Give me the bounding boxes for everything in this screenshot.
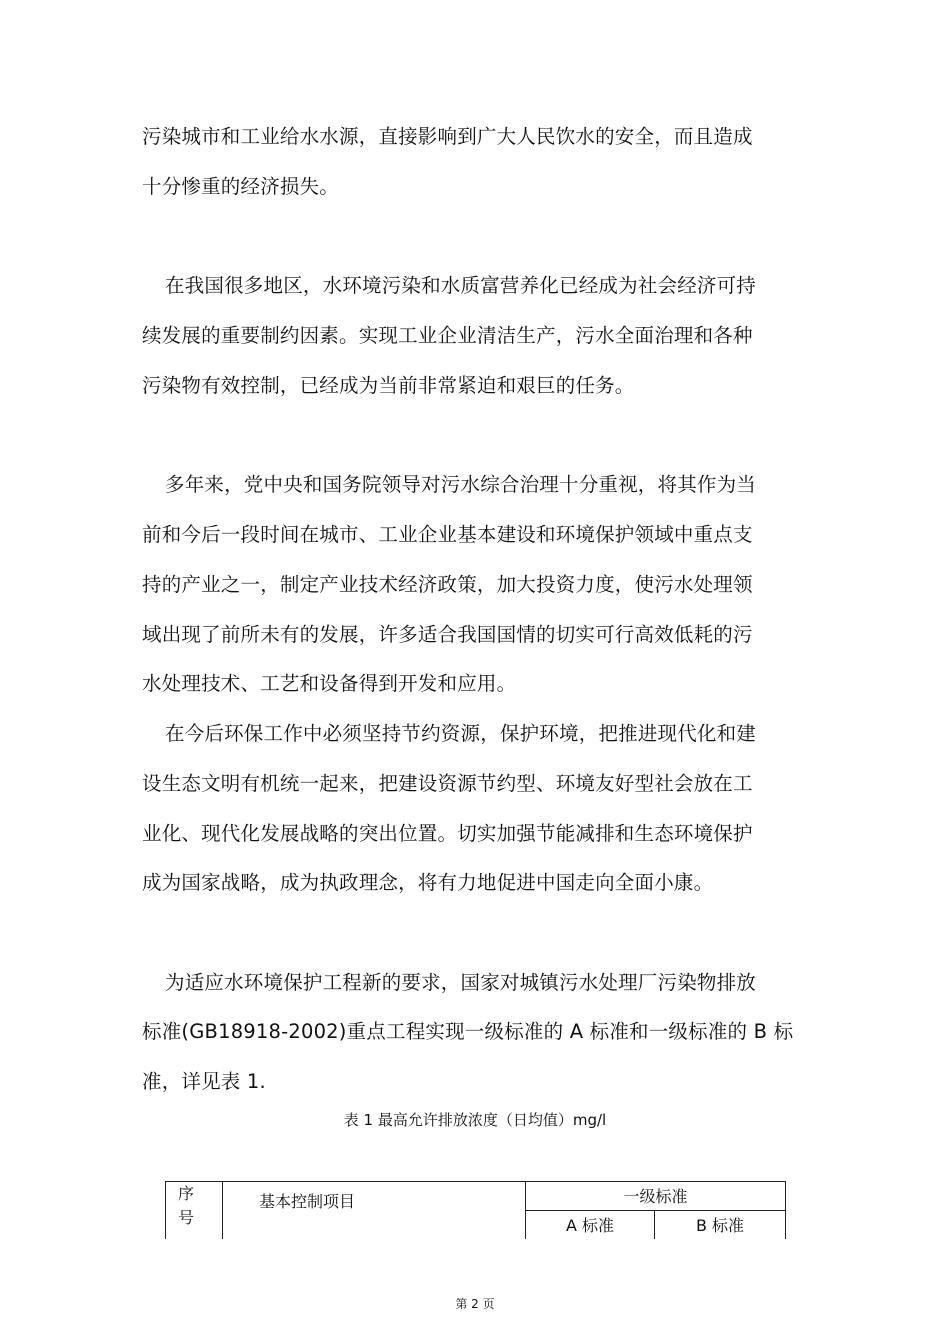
text-line: 标准(GB18918-2002)重点工程实现一级标准的 A 标准和一级标准的 B 标 — [142, 1020, 794, 1043]
text-line: 续发展的重要制约因素。实现工业企业清洁生产，污水全面治理和各种 — [142, 324, 753, 347]
text-line: 持的产业之一，制定产业技术经济政策，加大投资力度，使污水处理领 — [142, 573, 753, 596]
text-line: 域出现了前所未有的发展，许多适合我国国情的切实可行高效低耗的污 — [142, 623, 753, 646]
text-line: 污染城市和工业给水水源，直接影响到广大人民饮水的安全，而且造成 — [142, 125, 753, 148]
text-line: 为适应水环境保护工程新的要求，国家对城镇污水处理厂污染物排放 — [165, 971, 757, 994]
text-line: 在今后环保工作中必须坚持节约资源，保护环境，把推进现代化和建 — [165, 722, 757, 745]
sub-header-a: A 标准 — [526, 1211, 655, 1240]
table-caption: 表 1 最高允许排放浓度（日均值）mg/l — [343, 1111, 607, 1129]
seq-header-line: 号 — [178, 1208, 195, 1227]
text-line: 多年来，党中央和国务院领导对污水综合治理十分重视，将其作为当 — [165, 473, 757, 496]
text-line: 十分惨重的经济损失。 — [142, 175, 340, 198]
sub-header-b: B 标准 — [655, 1211, 786, 1240]
text-line: 准，详见表 1. — [142, 1070, 266, 1093]
item-header: 基本控制项目 — [223, 1182, 526, 1240]
text-line: 业化、现代化发展战略的突出位置。切实加强节能减排和生态环境保护 — [142, 822, 753, 845]
text-line: 成为国家战略，成为执政理念，将有力地促进中国走向全面小康。 — [142, 871, 714, 894]
text-line: 水处理技术、工艺和设备得到开发和应用。 — [142, 672, 517, 695]
text-line: 前和今后一段时间在城市、工业企业基本建设和环境保护领域中重点支 — [142, 523, 753, 546]
seq-header — [166, 1182, 223, 1240]
table-header-row — [166, 1182, 786, 1211]
grade-header: 一级标准 — [526, 1182, 786, 1211]
text-line: 在我国很多地区，水环境污染和水质富营养化已经成为社会经济可持 — [165, 274, 757, 297]
seq-header-line: 序 — [178, 1184, 195, 1203]
standards-table — [165, 1181, 786, 1239]
text-line: 污染物有效控制，已经成为当前非常紧迫和艰巨的任务。 — [142, 374, 635, 397]
text-line: 设生态文明有机统一起来，把建设资源节约型、环境友好型社会放在工 — [142, 772, 753, 795]
page-number: 第 2 页 — [455, 1297, 495, 1311]
